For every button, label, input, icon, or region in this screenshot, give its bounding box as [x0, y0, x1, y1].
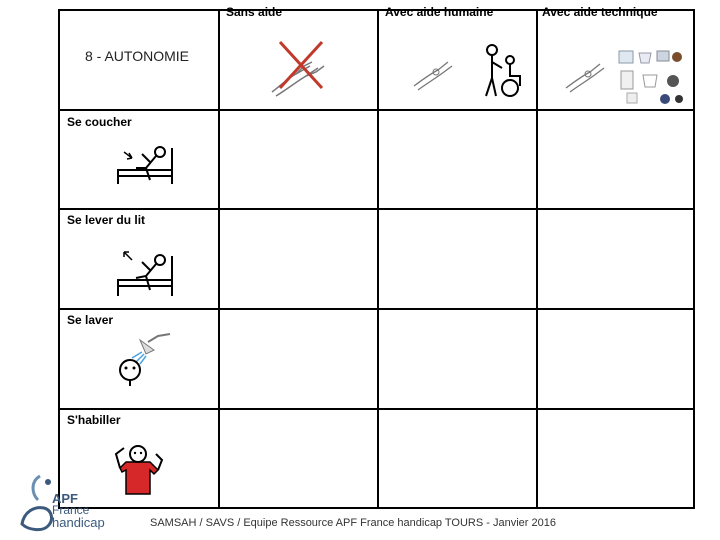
helping-hands-icon	[564, 50, 606, 94]
column-divider	[536, 11, 538, 507]
row-divider	[60, 308, 693, 310]
shower-head-icon	[110, 330, 174, 388]
logo-text-apf: APF	[52, 491, 78, 506]
person-getting-up-bed-icon	[116, 240, 176, 298]
row-divider	[60, 109, 693, 111]
logo-text-france: France	[52, 503, 90, 517]
header-avec-aide-technique: Avec aide technique	[542, 5, 658, 19]
person-lying-down-bed-icon	[116, 140, 176, 188]
row-divider	[60, 408, 693, 410]
row-label-se-coucher: Se coucher	[67, 115, 132, 129]
header-avec-aide-humaine: Avec aide humaine	[385, 5, 494, 19]
footer-credit: SAMSAH / SAVS / Equipe Ressource APF France handicap TOURS - Janvier 2016	[150, 517, 556, 529]
row-label-s-habiller: S'habiller	[67, 413, 121, 427]
row-divider	[60, 208, 693, 210]
hand-no-help-icon	[266, 38, 332, 100]
logo-text-handicap: handicap	[52, 515, 105, 530]
header-sans-aide: Sans aide	[226, 5, 283, 19]
row-label-se-laver: Se laver	[67, 313, 114, 327]
row-label-se-lever: Se lever du lit	[67, 213, 146, 227]
column-divider	[377, 11, 379, 507]
person-pushing-wheelchair-icon	[478, 42, 528, 100]
helping-hands-icon	[412, 50, 454, 92]
column-divider	[218, 11, 220, 507]
section-title: 8 - AUTONOMIE	[85, 48, 189, 64]
technical-aids-icon	[617, 45, 689, 107]
